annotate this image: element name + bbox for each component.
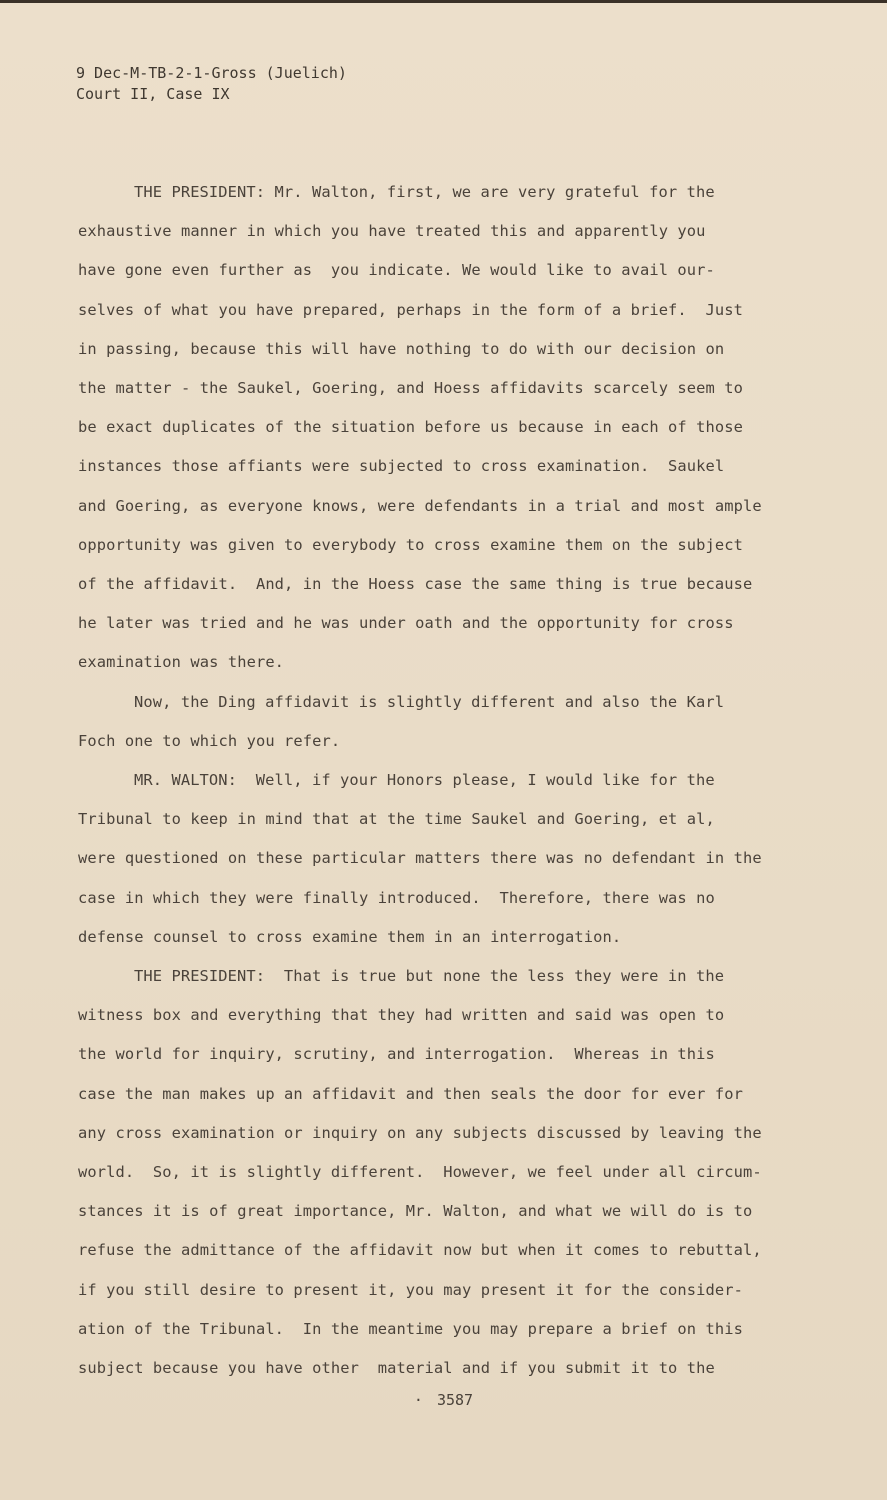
- text-line: ation of the Tribunal. In the meantime you may prepare a brief on this: [78, 1319, 743, 1338]
- text-line: refuse the admittance of the affidavit now but when it comes to rebuttal,: [78, 1241, 762, 1260]
- text-line: the world for inquiry, scrutiny, and interrogation. Whereas in this: [78, 1045, 715, 1064]
- text-line: examination was there.: [78, 653, 285, 672]
- text-line: witness box and everything that they had written and said was open to: [78, 1006, 725, 1025]
- page-number: [0, 1391, 887, 1409]
- text-line: he later was tried and he was under oath and the opportunity for cross: [78, 614, 734, 633]
- paragraph: [78, 173, 798, 683]
- text-line: case the man makes up an affidavit and then seals the door for ever for: [78, 1084, 743, 1103]
- header-court-line: Court II, Case IX: [76, 85, 230, 103]
- text-line: Foch one to which you refer.: [78, 731, 341, 750]
- text-line: of the affidavit. And, in the Hoess case the same thing is true because: [78, 575, 753, 594]
- text-line: and Goering, as everyone knows, were defendants in a trial and most ample: [78, 496, 762, 515]
- text-line: selves of what you have prepared, perhaps in the form of a brief. Just: [78, 300, 743, 319]
- document-header: [76, 63, 347, 105]
- text-line: world. So, it is slightly different. However, we feel under all circum-: [78, 1163, 762, 1182]
- text-line: opportunity was given to everybody to cross examine them on the subject: [78, 535, 743, 554]
- text-line: exhaustive manner in which you have treated this and apparently you: [78, 222, 706, 241]
- text-line: in passing, because this will have nothing to do with our decision on: [78, 339, 725, 358]
- text-line: case in which they were finally introduced. Therefore, there was no: [78, 888, 715, 907]
- text-line: Tribunal to keep in mind that at the time Saukel and Goering, et al,: [78, 810, 715, 829]
- paragraph: [78, 957, 798, 1388]
- text-line: if you still desire to present it, you may present it for the consider-: [78, 1280, 743, 1299]
- text-line: have gone even further as you indicate. We would like to avail our-: [78, 261, 715, 280]
- text-line: THE PRESIDENT: Mr. Walton, first, we are very grateful for the: [134, 183, 715, 201]
- text-line: be exact duplicates of the situation before us because in each of those: [78, 418, 743, 437]
- header-docket-line: 9 Dec-M-TB-2-1-Gross (Juelich): [76, 64, 347, 82]
- paragraph: [78, 761, 798, 957]
- text-line: stances it is of great importance, Mr. Walton, and what we will do is to: [78, 1202, 753, 1221]
- text-line: THE PRESIDENT: That is true but none the less they were in the: [134, 967, 725, 986]
- text-line: subject because you have other material and if you submit it to the: [78, 1359, 715, 1378]
- text-line: MR. WALTON: Well, if your Honors please, I would like for the: [134, 771, 715, 790]
- text-line: any cross examination or inquiry on any subjects discussed by leaving the: [78, 1123, 762, 1142]
- text-line: instances those affiants were subjected to cross examination. Saukel: [78, 457, 725, 476]
- text-line: Now, the Ding affidavit is slightly different and also the Karl: [134, 692, 725, 711]
- text-line: were questioned on these particular matters there was no defendant in the: [78, 849, 762, 868]
- page-number-value: 3587: [436, 1391, 474, 1409]
- page-number-dot: ·: [413, 1391, 423, 1409]
- text-line: defense counsel to cross examine them in an interrogation.: [78, 927, 622, 946]
- text-line: the matter - the Saukel, Goering, and Hoess affidavits scarcely seem to: [78, 379, 743, 398]
- paragraph: [78, 683, 798, 761]
- transcript-body: [78, 173, 798, 1388]
